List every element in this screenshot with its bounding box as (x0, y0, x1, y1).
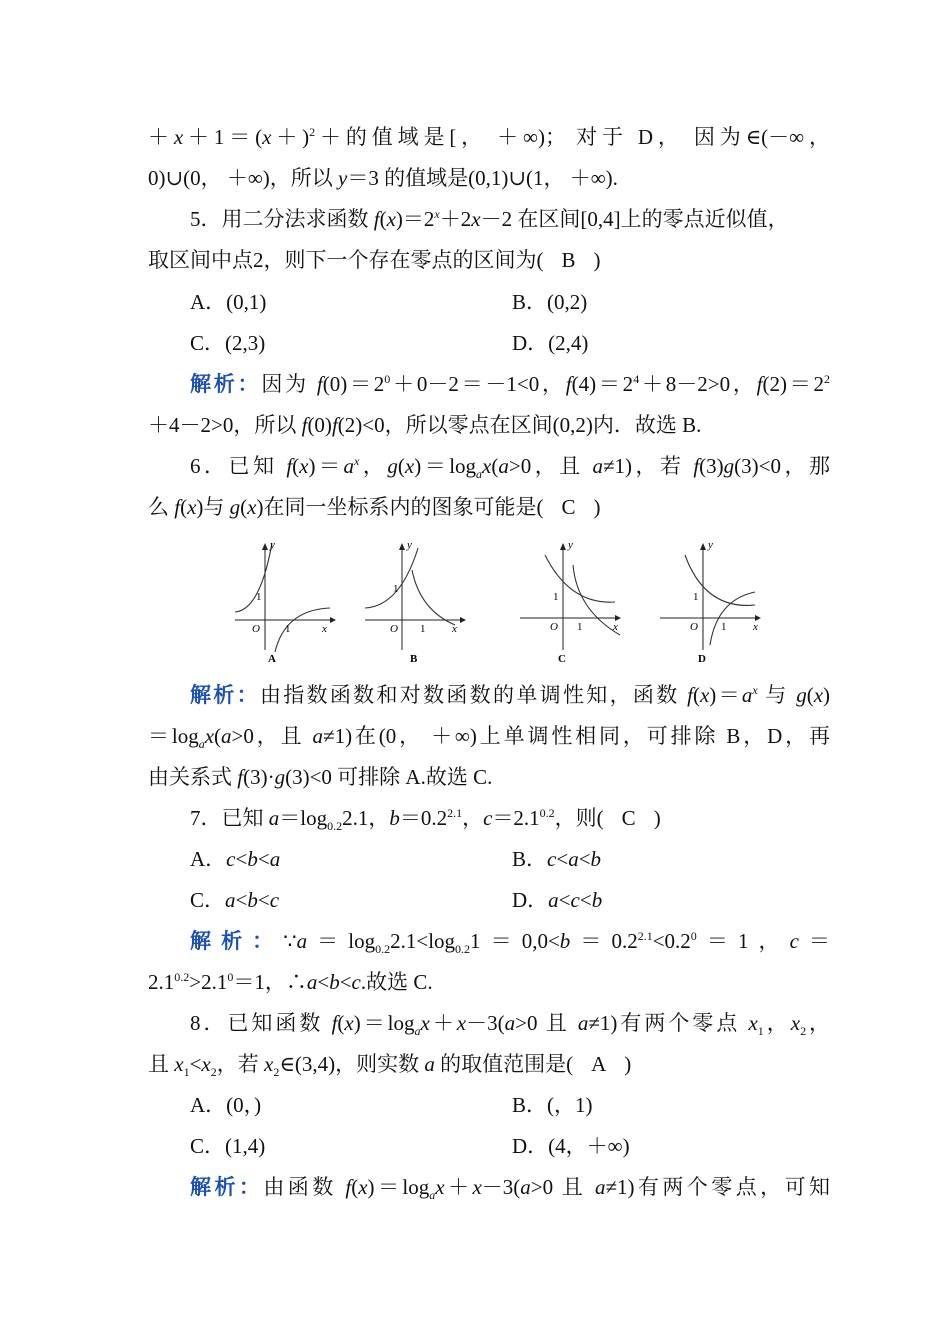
q8-option-d: D．(4，＋∞) (512, 1134, 630, 1158)
question-7-answer: C (621, 806, 636, 830)
graph-b-y-label: y (407, 540, 412, 551)
q7-option-c: C．a<b<c (190, 888, 280, 912)
graph-d-y-label: y (708, 540, 713, 551)
graph-a-origin: O (252, 623, 260, 635)
graph-c-x-one: 1 (577, 621, 583, 633)
graph-a (230, 540, 340, 665)
analysis-6-line-3: 由关系式 f(3)·g(3)<0 可排除 A.故选 C. (148, 765, 493, 789)
text-line-2: 0)∪(0， ＋∞)，所以 y＝3 的值域是(0,1)∪(1， ＋∞). (148, 166, 618, 190)
question-8-answer: A (591, 1052, 607, 1076)
graph-b-origin: O (390, 623, 398, 635)
graph-b-label: B (410, 653, 418, 665)
close-paren: ) (593, 495, 601, 519)
close-paren: ) (653, 806, 661, 830)
graph-a-y-label: y (270, 540, 275, 551)
graph-a-x-one: 1 (285, 623, 291, 635)
analysis-7-line-2: $2.1^{0.2}>2.1^0=1$，∴a<b<c.故选 C. (148, 970, 433, 994)
graph-d-x-one: 1 (721, 621, 727, 633)
question-6-line-1: 6．已知 $f(x)=a^x$，$g(x)=\log_ax(a>0$，且 a≠1)，若 f(3)g(3)<0，那 (190, 454, 831, 482)
graph-d-x-label: x (753, 621, 758, 633)
graph-b-x-one: 1 (420, 623, 426, 635)
graph-b-y-one: 1 (393, 583, 399, 595)
question-8-line-1: 8．已知函数 $f(x)=\log_ax+x-3(a>0$ 且 a≠1)有两个零点 $x_1$，$x_2$， (190, 1011, 831, 1039)
analysis-label: 解析： (190, 1175, 264, 1199)
analysis-6-line-1: 解析：由指数函数和对数函数的单调性知，函数 $f(x)=a^x$ 与 g(x) (190, 683, 831, 707)
q5-option-a: A．(0,1) (190, 290, 267, 314)
q7-option-b: B．c<a<b (512, 847, 602, 871)
close-paren: ) (593, 248, 601, 272)
analysis-5-line-1: 解析：因为 $f(0)=2^0+0-2=-1<0$，$f(4)=2^4+8-2>0$，$f(2)=2^2$ (190, 372, 831, 396)
graph-d-origin: O (690, 621, 698, 633)
question-6-answer: C (561, 495, 576, 519)
analysis-label: 解析： (190, 372, 262, 396)
analysis-6-line-2: $=\log_ax(a>0$，且 a≠1)在(0， ＋∞)上单调性相同，可排除 B，D，再 (148, 724, 830, 752)
graph-c-y-label: y (568, 540, 573, 551)
graph-c (515, 540, 625, 665)
graph-d (655, 540, 765, 665)
graph-d-label: D (698, 653, 706, 665)
q5-option-d: D．(2,4) (512, 331, 589, 355)
graph-c-y-one: 1 (553, 591, 559, 603)
q8-option-b: B．(，1) (512, 1093, 593, 1117)
q7-option-d: D．a<c<b (512, 888, 603, 912)
graph-a-x-label: x (322, 623, 327, 635)
question-8-line-2: 且 $x_1<x_2$，若 $x_2\in(3,4)$，则实数 a 的取值范围是( A ) (148, 1052, 632, 1080)
graph-c-x-label: x (613, 621, 618, 633)
question-5-stem: 取区间中点2，则下一个存在零点的区间为( (148, 248, 544, 272)
question-6-line-2: 么 f(x)与 g(x)在同一坐标系内的图象可能是( C ) (148, 495, 601, 519)
graph-c-origin: O (550, 621, 558, 633)
graph-b (360, 540, 470, 665)
graph-a-y-one: 1 (256, 591, 262, 603)
q8-option-c: C．(1,4) (190, 1134, 266, 1158)
q8-option-a: A．(0，) (190, 1093, 262, 1117)
q5-option-b: B．(0,2) (512, 290, 588, 314)
analysis-8-line-1: 解析：由函数 $f(x)=\log_ax+x-3(a>0$ 且 a≠1)有两个零点，可知 (190, 1175, 831, 1203)
question-5-answer: B (561, 248, 576, 272)
question-5-line-1: 5．用二分法求函数 $f(x)=2^x+2x-2$ 在区间[0,4]上的零点近似值， (190, 207, 789, 231)
analysis-label: 解析： (190, 929, 284, 953)
question-7: 7．已知 $a=\log_{0.2}2.1$，$b=0.2^{2.1}$，$c=2.1^{0.2}$，则( C ) (190, 806, 661, 834)
graph-d-y-one: 1 (693, 591, 699, 603)
close-paren: ) (624, 1052, 632, 1076)
graph-c-label: C (558, 653, 566, 665)
analysis-5-line-2: ＋4－2>0，所以 f(0)f(2)<0，所以零点在区间(0,2)内．故选 B. (148, 413, 702, 437)
graph-b-x-label: x (452, 623, 457, 635)
analysis-7-line-1: 解析：$\because a=\log_{0.2}2.1<\log_{0.2}1=0,0<b=0.2^{2.1}<0.2^0=1$，c＝ (190, 929, 831, 957)
function-graphs (230, 540, 770, 665)
analysis-label: 解析： (190, 683, 260, 707)
q7-option-a: A．c<b<a (190, 847, 281, 871)
graph-a-label: A (268, 653, 276, 665)
q5-option-c: C．(2,3) (190, 331, 266, 355)
text-line-1: $+x+1=(x+)^2+$的值域是[， ＋∞)； 对于 D， 因为∈(－∞， (148, 125, 830, 149)
question-5-line-2 (148, 246, 830, 274)
